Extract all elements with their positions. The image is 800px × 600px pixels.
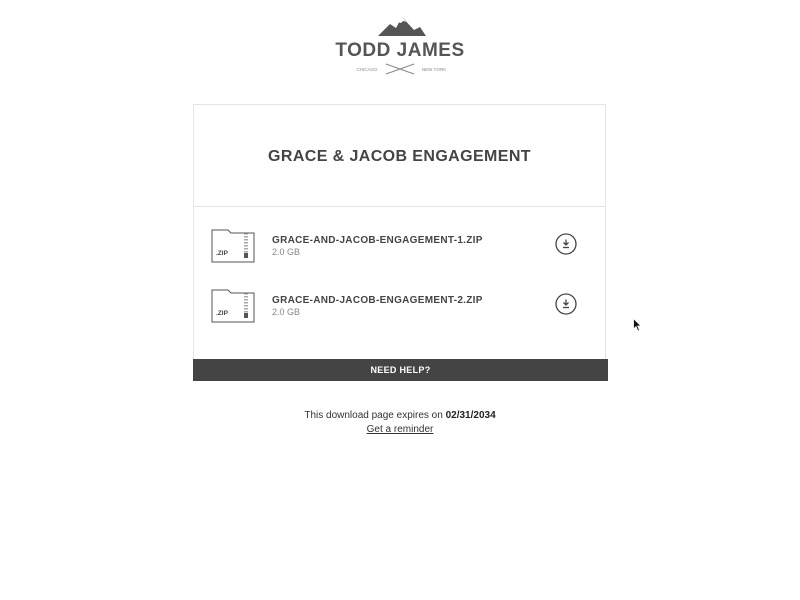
mouse-cursor-icon — [633, 318, 643, 332]
file-name: GRACE-AND-JACOB-ENGAGEMENT-2.ZIP — [272, 295, 483, 306]
mountain-logo-icon — [335, 14, 465, 78]
reminder-container — [0, 424, 800, 435]
brand-name: TODD JAMES — [335, 40, 465, 61]
zip-icon-label: .ZIP — [216, 310, 228, 317]
file-size: 2.0 GB — [272, 307, 301, 317]
download-button[interactable] — [555, 293, 577, 315]
zip-file-icon — [211, 229, 255, 263]
download-card — [193, 104, 606, 380]
card-header — [194, 105, 605, 207]
brand-city-right: NEW YORK — [421, 67, 447, 72]
file-list — [194, 207, 605, 359]
file-row — [194, 287, 605, 327]
get-reminder-link[interactable]: Get a reminder — [366, 424, 434, 435]
brand-city-left: CHICAGO — [356, 67, 378, 72]
file-row — [194, 227, 605, 267]
download-button[interactable] — [555, 233, 577, 255]
expiry-notice — [0, 410, 800, 421]
download-arrow-icon — [564, 240, 569, 246]
download-arrow-icon — [564, 300, 569, 306]
zip-icon-label: .ZIP — [216, 250, 228, 257]
need-help-button[interactable]: NEED HELP? — [193, 359, 608, 381]
expiry-date: 02/31/2034 — [445, 410, 496, 421]
file-size: 2.0 GB — [272, 247, 301, 257]
brand-logo — [335, 14, 465, 78]
file-name: GRACE-AND-JACOB-ENGAGEMENT-1.ZIP — [272, 235, 483, 246]
gallery-title: GRACE & JACOB ENGAGEMENT — [268, 147, 531, 165]
expiry-prefix: This download page expires on — [304, 410, 443, 421]
zip-file-icon — [211, 289, 255, 323]
